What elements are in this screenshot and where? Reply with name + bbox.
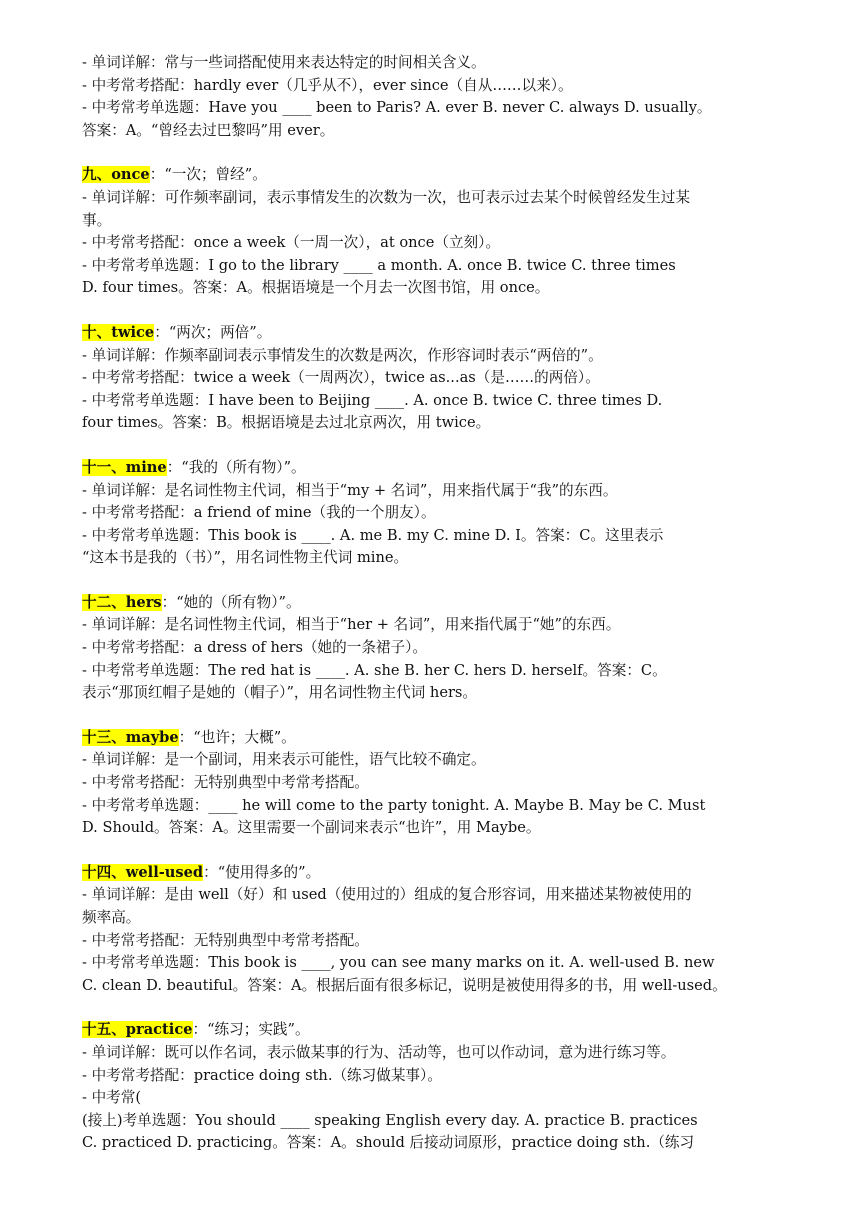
word-meaning: ：“使用得多的”。 [203, 863, 321, 881]
text-line: D. four times。答案：A。根据语境是一个月去一次图书馆，用 once。 [82, 279, 550, 297]
section-number: 十一、 [82, 458, 126, 476]
text-line: - 单词详解：是由 well（好）和 used（使用过的）组成的复合形容词，用来描述某物被使用的 [82, 886, 692, 904]
text-line: - 中考常考单选题：This book is ____, you can see many marks on it. A. well-used B. new [82, 954, 715, 972]
section-well-used [82, 862, 808, 998]
text-line: - 中考常考搭配：a friend of mine（我的一个朋友）。 [82, 504, 436, 522]
section-number: 十二、 [82, 593, 126, 611]
section-number: 十五、 [82, 1021, 126, 1039]
section-maybe [82, 727, 808, 840]
highlighted-term [82, 459, 167, 476]
word-meaning: ：“一次；曾经”。 [149, 166, 267, 184]
section-heading [82, 164, 808, 187]
text-line: 表示“那顶红帽子是她的（帽子）”，用名词性物主代词 hers。 [82, 684, 478, 702]
section-number: 十三、 [82, 728, 126, 746]
vocab-word: once [111, 166, 150, 184]
highlighted-term [82, 166, 150, 183]
sections-container [82, 142, 808, 1155]
text-line: - 单词详解：是一个副词，用来表示可能性，语气比较不确定。 [82, 751, 486, 769]
text-line: D. Should。答案：A。这里需要一个副词来表示“也许”，用 Maybe。 [82, 819, 541, 837]
text-line: - 中考常考搭配：practice doing sth.（练习做某事）。 [82, 1066, 442, 1084]
text-line: - 单词详解：是名词性物主代词，相当于“her + 名词”，用来指代属于“她”的东西。 [82, 616, 621, 634]
section-heading [82, 862, 808, 885]
text-line: four times。答案：B。根据语境是去过北京两次，用 twice。 [82, 414, 491, 432]
text-line: - 中考常考搭配：无特别典型中考常考搭配。 [82, 774, 369, 792]
highlighted-term [82, 594, 162, 611]
section-once [82, 164, 808, 300]
section-gap [82, 997, 808, 1019]
section-gap [82, 705, 808, 727]
text-line: - 中考常考单选题：I have been to Beijing ____. A. once B. twice C. three times D. [82, 391, 663, 409]
text-line: - 中考常( [82, 1089, 142, 1107]
section-number: 十、 [82, 323, 112, 341]
word-meaning: ：“我的（所有物）”。 [166, 458, 306, 476]
text-line: - 中考常考搭配：无特别典型中考常考搭配。 [82, 931, 369, 949]
section-heading [82, 1019, 808, 1042]
text-line: - 单词详解：既可以作名词，表示做某事的行为、活动等，也可以作动词，意为进行练习等。 [82, 1043, 676, 1061]
text-line: - 单词详解：是名词性物主代词，相当于“my + 名词”，用来指代属于“我”的东西。 [82, 481, 618, 499]
vocab-word: hers [125, 593, 162, 611]
section-gap [82, 435, 808, 457]
section-gap [82, 300, 808, 322]
section-gap [82, 142, 808, 164]
highlighted-term [82, 324, 154, 341]
text-line: - 中考常考单选题：This book is ____. A. me B. my C. mine D. I。答案：C。这里表示 [82, 526, 664, 544]
section-number: 十四、 [82, 863, 126, 881]
section-number: 九、 [82, 166, 112, 184]
vocab-word: well-used [125, 863, 204, 881]
word-meaning: ：“练习；实践”。 [192, 1021, 310, 1039]
highlighted-term [82, 864, 203, 881]
vocab-word: practice [125, 1021, 193, 1039]
section-heading [82, 727, 808, 750]
section-practice [82, 1019, 808, 1155]
section-twice [82, 322, 808, 435]
vocab-word: maybe [125, 728, 179, 746]
section-heading [82, 322, 808, 345]
text-line: - 单词详解：常与一些词搭配使用来表达特定的时间相关含义。 [82, 54, 486, 71]
text-line: - 单词详解：作频率副词表示事情发生的次数是两次，作形容词时表示“两倍的”。 [82, 346, 603, 364]
section-gap [82, 840, 808, 862]
text-line: 答案：A。“曾经去过巴黎吗”用 ever。 [82, 121, 335, 139]
text-line: - 中考常考搭配：hardly ever（几乎从不），ever since（自从……以来）。 [82, 76, 573, 94]
text-line: “这本书是我的（书）”，用名词性物主代词 mine。 [82, 549, 409, 567]
text-line: C. practiced D. practicing。答案：A。should 后接动词原形，practice doing sth.（练习 [82, 1134, 695, 1152]
text-line: - 中考常考搭配：once a week（一周一次），at once（立刻）。 [82, 234, 501, 252]
vocab-word: twice [111, 323, 155, 341]
text-line: C. clean D. beautiful。答案：A。根据后面有很多标记，说明是被使用得多的书，用 well-used。 [82, 976, 727, 994]
section-mine [82, 457, 808, 570]
text-line: - 单词详解：可作频率副词，表示事情发生的次数为一次，也可表示过去某个时候曾经发生过某 [82, 188, 690, 206]
section-hers [82, 592, 808, 705]
section-gap [82, 570, 808, 592]
text-line: - 中考常考单选题：The red hat is ____. A. she B. her C. hers D. herself。答案：C。 [82, 661, 667, 679]
text-line: 事。 [82, 211, 112, 229]
text-line: - 中考常考搭配：twice a week（一周两次），twice as...as（是……的两倍）。 [82, 369, 600, 387]
text-line: - 中考常考单选题：I go to the library ____ a month. A. once B. twice C. three times [82, 256, 676, 274]
word-meaning: ：“两次；两倍”。 [154, 323, 272, 341]
section-heading [82, 457, 808, 480]
text-line: 频率高。 [82, 909, 141, 926]
highlighted-term [82, 729, 179, 746]
text-line: - 中考常考单选题：Have you ____ been to Paris? A. ever B. never C. always D. usually。 [82, 99, 712, 117]
text-line: - 中考常考单选题：____ he will come to the party tonight. A. Maybe B. May be C. Must [82, 796, 706, 814]
word-meaning: ：“她的（所有物）”。 [161, 593, 301, 611]
top-block [82, 52, 808, 142]
word-meaning: ：“也许；大概”。 [178, 728, 296, 746]
text-line: (接上)考单选题：You should ____ speaking English every day. A. practice B. practices [82, 1111, 698, 1129]
vocab-word: mine [125, 458, 167, 476]
text-line: - 中考常考搭配：a dress of hers（她的一条裙子）。 [82, 639, 428, 657]
highlighted-term [82, 1021, 193, 1038]
section-heading [82, 592, 808, 615]
